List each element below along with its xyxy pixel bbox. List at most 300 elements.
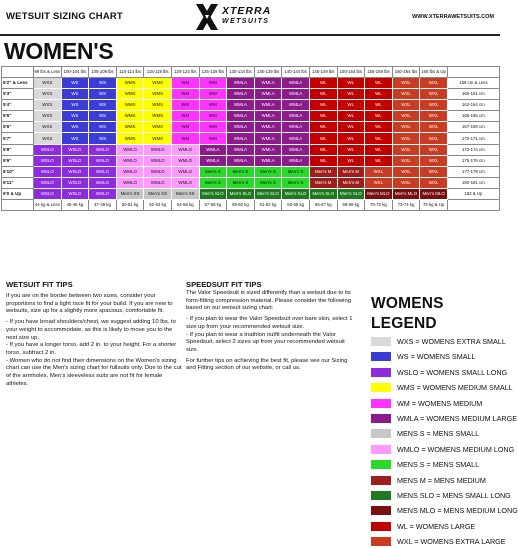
size-cell: WXL: [420, 177, 448, 188]
legend-item: [362, 380, 513, 395]
weight-lbs-label: 140-144 lbs: [282, 67, 310, 78]
legend-swatch: [371, 460, 391, 469]
height-label: 5'6": [2, 122, 34, 133]
size-cell: WMLO: [116, 177, 144, 188]
weight-kg-label: 54-56 kg: [171, 200, 199, 211]
size-row: [2, 122, 500, 133]
womens-legend: [362, 294, 518, 549]
size-cell: WMLA: [282, 78, 310, 89]
size-cell: WMS: [116, 100, 144, 111]
size-cell: WXS: [34, 133, 62, 144]
size-cell: WMLO: [116, 166, 144, 177]
size-cell: WL: [309, 155, 337, 166]
size-cell: WMLA: [254, 144, 282, 155]
size-cell: WSLO: [34, 155, 62, 166]
size-cell: WL: [337, 122, 365, 133]
weight-lbs-header-row: [2, 67, 500, 78]
size-cell: WL: [337, 89, 365, 100]
size-cell: WM: [171, 111, 199, 122]
size-cell: WL: [309, 100, 337, 111]
height-cm-label: 180-181 cm: [447, 177, 499, 188]
speedsuit-fit-tips: [186, 280, 358, 373]
sizing-table: [1, 66, 500, 211]
size-cell: WL: [365, 155, 393, 166]
size-cell: Men's MLO: [420, 188, 448, 199]
legend-swatch: [371, 368, 391, 377]
size-cell: Men's SLO: [282, 188, 310, 199]
height-label: 5'3": [2, 89, 34, 100]
legend-item: [362, 334, 506, 349]
size-cell: Men's S: [282, 166, 310, 177]
size-cell: WMS: [144, 100, 172, 111]
size-cell: WL: [365, 78, 393, 89]
legend-item: [362, 488, 511, 503]
size-cell: WL: [365, 100, 393, 111]
brand-name: XTERRA: [222, 5, 272, 17]
size-cell: WS: [61, 78, 89, 89]
size-row: [2, 177, 500, 188]
size-cell: WM: [171, 122, 199, 133]
legend-swatch: [371, 476, 391, 485]
size-row: [2, 155, 500, 166]
size-cell: WL: [365, 111, 393, 122]
size-cell: Men's S: [282, 177, 310, 188]
weight-kg-label: 61-62 kg: [254, 200, 282, 211]
size-cell: WS: [61, 89, 89, 100]
size-cell: WMLO: [144, 166, 172, 177]
height-label: 5'8": [2, 144, 34, 155]
size-cell: WL: [365, 89, 393, 100]
brand-subtitle: WETSUITS: [222, 18, 270, 25]
legend-item: [362, 396, 498, 411]
size-cell: Men's S: [227, 166, 255, 177]
size-cell: WS: [61, 100, 89, 111]
weight-kg-label: 63-65 kg: [282, 200, 310, 211]
weight-lbs-label: 120-124 lbs: [171, 67, 199, 78]
size-cell: WMLA: [254, 89, 282, 100]
size-cell: WMLA: [254, 100, 282, 111]
size-cell: WL: [309, 78, 337, 89]
legend-label: WM = WOMENS MEDIUM: [397, 398, 483, 408]
size-cell: WMLA: [227, 100, 255, 111]
weight-lbs-label: 135-139 lbs: [254, 67, 282, 78]
size-cell: WMLA: [282, 89, 310, 100]
speedsuit-tips-paragraph: For further tips on achieving the best fit, please see our Sizing and Fitting section of our website, or call us.: [186, 357, 348, 372]
size-cell: WXL: [420, 78, 448, 89]
size-cell: WMLO: [116, 144, 144, 155]
size-cell: WMLA: [282, 144, 310, 155]
size-cell: WXL: [420, 133, 448, 144]
size-row: [2, 166, 500, 177]
size-cell: WMLA: [282, 122, 310, 133]
size-cell: WL: [309, 133, 337, 144]
size-cell: WSLO: [34, 188, 62, 199]
size-cell: WXS: [34, 122, 62, 133]
weight-kg-label: 47-49 kg: [89, 200, 117, 211]
legend-label: MENS MLO = MENS MEDIUM LONG: [397, 506, 518, 516]
size-cell: WSLO: [89, 144, 117, 155]
size-cell: WM: [171, 89, 199, 100]
weight-kg-label: 75 kg & Up: [420, 200, 448, 211]
brand-logo: [196, 4, 306, 30]
weight-kg-label: 45-46 kg: [61, 200, 89, 211]
size-cell: WMLO: [171, 144, 199, 155]
legend-label: WMS = WOMENS MEDIUM SMALL: [397, 383, 513, 393]
size-cell: WXS: [34, 100, 62, 111]
legend-swatch: [371, 337, 391, 346]
size-cell: Men's XS: [171, 188, 199, 199]
height-label: 5'7": [2, 133, 34, 144]
size-cell: WXL: [420, 111, 448, 122]
size-cell: WMLA: [227, 111, 255, 122]
legend-swatch: [371, 537, 391, 546]
weight-lbs-label: 115-119 lbs: [144, 67, 172, 78]
size-cell: WS: [61, 111, 89, 122]
legend-swatch: [371, 414, 391, 423]
legend-item: [362, 457, 498, 472]
size-cell: WSLO: [89, 177, 117, 188]
size-cell: WSLO: [61, 166, 89, 177]
weight-lbs-label: 125-129 lbs: [199, 67, 227, 78]
weight-kg-label: 44 kg & Less: [34, 200, 62, 211]
fit-tips-paragraph: - Women who do not find their dimensions on the Women's sizing chart can use the Men's sizing chart for fullsuits only. Due to the cut of the armholes, Men's sleeveless suits are not fit for female athletes.: [6, 357, 182, 387]
speedsuit-tips-paragraph: The Valor Speedsuit is sized differently than a wetsuit due to its form-fitting compression material. Please consider the following based on our wetsuit sizing chart:: [186, 290, 352, 312]
legend-item: [362, 473, 498, 488]
legend-label: WMLA = WOMENS MEDIUM LARGE: [397, 413, 518, 423]
fit-tips-paragraph: - If you have broad shoulders/chest, we suggest adding 10 lbs. to your weight to accommodate, as this is likely to move you to the next size up.: [6, 319, 176, 341]
size-cell: WMLA: [227, 133, 255, 144]
size-cell: WL: [309, 122, 337, 133]
size-cell: WXS: [34, 89, 62, 100]
size-cell: WL: [337, 155, 365, 166]
size-cell: WS: [89, 78, 117, 89]
size-cell: WSLO: [61, 144, 89, 155]
size-cell: Men's M: [309, 177, 337, 188]
height-cm-label: 172-174 cm: [447, 144, 499, 155]
header: [0, 0, 500, 34]
size-cell: WMS: [144, 78, 172, 89]
size-cell: WM: [199, 100, 227, 111]
size-cell: WMLO: [144, 144, 172, 155]
weight-lbs-label: 99 lbs & Less: [34, 67, 62, 78]
size-cell: WXL: [420, 144, 448, 155]
height-label: 6'0 & Up: [2, 188, 34, 199]
legend-swatch: [371, 522, 391, 531]
website-url[interactable]: WWW.XTERRAWETSUITS.COM: [412, 14, 494, 20]
weight-kg-label: 68-69 kg: [337, 200, 365, 211]
size-cell: Men's MLO: [392, 188, 420, 199]
size-cell: WM: [199, 133, 227, 144]
height-cm-label: 170-171 cm: [447, 133, 499, 144]
size-row: [2, 144, 500, 155]
size-cell: WXL: [392, 166, 420, 177]
size-cell: WXS: [34, 78, 62, 89]
size-cell: WMS: [116, 78, 144, 89]
size-cell: WM: [171, 78, 199, 89]
size-row: [2, 188, 500, 199]
size-cell: WMLO: [171, 166, 199, 177]
size-cell: WMLA: [227, 144, 255, 155]
size-cell: Men's M: [309, 166, 337, 177]
size-cell: WXL: [392, 122, 420, 133]
size-cell: Men's SLO: [309, 188, 337, 199]
height-cm-label: 167-169 cm: [447, 122, 499, 133]
size-cell: WMLO: [171, 155, 199, 166]
size-cell: WMS: [144, 89, 172, 100]
size-cell: Men's M: [337, 177, 365, 188]
size-cell: WL: [337, 133, 365, 144]
size-cell: WMLA: [254, 155, 282, 166]
size-cell: WXL: [392, 155, 420, 166]
legend-label: WXS = WOMENS EXTRA SMALL: [397, 337, 506, 346]
size-cell: WL: [309, 111, 337, 122]
legend-item: [362, 411, 518, 426]
size-cell: WSLO: [34, 166, 62, 177]
size-cell: WXL: [365, 166, 393, 177]
height-cm-label: 175-176 cm: [447, 155, 499, 166]
size-cell: WXL: [420, 89, 448, 100]
legend-item: [362, 503, 518, 518]
size-cell: WMLA: [282, 100, 310, 111]
size-cell: WMLA: [282, 133, 310, 144]
legend-label: WL = WOMENS LARGE: [397, 521, 476, 531]
size-cell: WSLO: [34, 177, 62, 188]
weight-lbs-label: 160-164 lbs: [392, 67, 420, 78]
weight-kg-label: 57-58 kg: [199, 200, 227, 211]
legend-label: MENS S = MENS SMALL: [397, 460, 480, 470]
weight-lbs-label: 105-109 lbs: [89, 67, 117, 78]
size-cell: WSLO: [61, 155, 89, 166]
size-cell: Men's S: [199, 166, 227, 177]
size-cell: WSLO: [89, 155, 117, 166]
size-cell: WMS: [116, 111, 144, 122]
size-cell: WMS: [116, 89, 144, 100]
size-cell: WMLO: [116, 155, 144, 166]
size-cell: WMLA: [254, 78, 282, 89]
height-label: 5'2" & Less: [2, 78, 34, 89]
weight-lbs-label: 155-159 lbs: [365, 67, 393, 78]
size-cell: WMLA: [254, 122, 282, 133]
size-cell: WXL: [392, 89, 420, 100]
weight-kg-label: 52-53 kg: [144, 200, 172, 211]
size-cell: Men's SLO: [227, 188, 255, 199]
height-cm-label: 165-166 cm: [447, 111, 499, 122]
size-cell: WXL: [420, 122, 448, 133]
size-cell: WXS: [34, 111, 62, 122]
size-cell: WMLA: [227, 122, 255, 133]
legend-item: [362, 519, 498, 534]
height-label: 5'5": [2, 111, 34, 122]
size-cell: WS: [89, 133, 117, 144]
legend-label: WS = WOMENS SMALL: [397, 352, 476, 362]
height-cm-label: 177-179 cm: [447, 166, 499, 177]
legend-swatch: [371, 352, 391, 361]
wetsuit-fit-tips: [6, 280, 184, 388]
weight-lbs-label: 145-149 lbs: [309, 67, 337, 78]
size-cell: WXL: [392, 144, 420, 155]
size-cell: WL: [337, 144, 365, 155]
size-cell: WMLA: [254, 133, 282, 144]
size-cell: WS: [89, 100, 117, 111]
weight-kg-label: 73-74 kg: [392, 200, 420, 211]
section-title: WOMEN'S: [4, 38, 114, 64]
size-cell: WS: [61, 133, 89, 144]
size-cell: WMLA: [254, 111, 282, 122]
size-cell: Men's MLO: [365, 188, 393, 199]
legend-swatch: [371, 429, 391, 438]
size-cell: WXL: [420, 100, 448, 111]
footer-corner: [2, 200, 34, 211]
header-divider: [0, 34, 500, 36]
weight-lbs-label: 110-114 lbs: [116, 67, 144, 78]
size-cell: WMLO: [171, 177, 199, 188]
legend-swatch: [371, 383, 391, 392]
legend-swatch: [371, 491, 391, 500]
size-cell: WMS: [144, 111, 172, 122]
size-row: [2, 111, 500, 122]
size-cell: Men's SLO: [254, 188, 282, 199]
size-cell: WSLO: [89, 166, 117, 177]
legend-label: MENS M = MENS MEDIUM: [397, 475, 486, 485]
size-cell: Men's SLO: [199, 188, 227, 199]
legend-label: WMLO = WOMENS MEDIUM LONG: [397, 444, 515, 454]
size-cell: WS: [89, 111, 117, 122]
size-row: [2, 89, 500, 100]
size-cell: WL: [337, 100, 365, 111]
size-cell: WM: [199, 78, 227, 89]
size-cell: WL: [337, 111, 365, 122]
weight-kg-label: 65-67 kg: [309, 200, 337, 211]
weight-kg-label: 70-72 kg: [365, 200, 393, 211]
size-cell: WXL: [365, 177, 393, 188]
size-cell: WMS: [144, 133, 172, 144]
weight-lbs-label: 100-104 lbs: [61, 67, 89, 78]
weight-kg-label: 59-60 kg: [227, 200, 255, 211]
size-cell: WM: [199, 89, 227, 100]
size-cell: WM: [171, 100, 199, 111]
size-cell: WM: [199, 111, 227, 122]
speedsuit-tips-paragraph: - If you plan to wear a triathlon outfit underneath the Valor Speedsuit, select 2 sizes up from your recommended wetsuit size.: [186, 331, 345, 353]
size-row: [2, 78, 500, 89]
brand-x-icon: [196, 4, 218, 30]
legend-swatch: [371, 506, 391, 515]
size-cell: WXL: [392, 177, 420, 188]
height-label: 5'4": [2, 100, 34, 111]
size-cell: WMS: [116, 133, 144, 144]
size-cell: Men's SLO: [337, 188, 365, 199]
size-cell: WMLA: [227, 155, 255, 166]
weight-lbs-label: 130-134 lbs: [227, 67, 255, 78]
legend-swatch: [371, 445, 391, 454]
speedsuit-tips-paragraph: - If you plan to wear the Valor Speedsuit over bare skin, select 1 size up from your recommended wetsuit size.: [186, 316, 353, 330]
size-cell: WSLO: [61, 177, 89, 188]
height-cm-label: 159 cm & Less: [447, 78, 499, 89]
height-label: 5'9": [2, 155, 34, 166]
height-cm-label: 182 & Up: [447, 188, 499, 199]
size-cell: WMS: [116, 122, 144, 133]
size-row: [2, 133, 500, 144]
fit-tips-paragraph: - If you have a longer torso, add 2 in. to your height. For a shorter torso, subtract 2 in.: [6, 342, 177, 356]
size-cell: Men's XS: [144, 188, 172, 199]
size-cell: WXL: [392, 111, 420, 122]
height-cm-label: 160-161 cm: [447, 89, 499, 100]
footer-corner: [447, 200, 499, 211]
size-cell: WMLO: [144, 155, 172, 166]
size-cell: WXL: [392, 133, 420, 144]
legend-list: [362, 334, 518, 549]
legend-label: MENS S = MENS SMALL: [397, 429, 480, 439]
height-cm-label: 162-164 cm: [447, 100, 499, 111]
size-cell: WSLO: [34, 144, 62, 155]
header-corner: [2, 67, 34, 78]
size-cell: WL: [365, 144, 393, 155]
speedsuit-tips-title: SPEEDSUIT FIT TIPS: [186, 280, 262, 289]
weight-kg-footer-row: [2, 200, 500, 211]
size-cell: Men's S: [199, 177, 227, 188]
size-cell: WMLA: [199, 155, 227, 166]
size-cell: WMLA: [282, 111, 310, 122]
size-cell: WS: [89, 122, 117, 133]
legend-swatch: [371, 399, 391, 408]
chart-title: WETSUIT SIZING CHART: [6, 11, 123, 22]
height-label: 5'11": [2, 177, 34, 188]
size-cell: WMLA: [227, 89, 255, 100]
legend-item: [362, 534, 506, 549]
height-label: 5'10": [2, 166, 34, 177]
legend-label: WSLO = WOMENS SMALL LONG: [397, 367, 508, 377]
weight-lbs-label: 150-154 lbs: [337, 67, 365, 78]
size-row: [2, 100, 500, 111]
size-cell: WM: [171, 133, 199, 144]
size-cell: WS: [89, 89, 117, 100]
size-cell: WMLA: [227, 78, 255, 89]
fit-tips-paragraph: If you are on the border between two sizes, consider your proportions to find a tight race fit for your build. If you are new to wetsuits, size up for a slightly more spacious, comfortable fit.: [6, 293, 173, 315]
header-corner: [447, 67, 499, 78]
size-cell: WM: [199, 122, 227, 133]
legend-title: WOMENS LEGEND: [371, 295, 444, 332]
legend-item: [362, 442, 515, 457]
size-cell: WL: [337, 78, 365, 89]
size-cell: WL: [309, 144, 337, 155]
weight-lbs-label: 165 lbs & Up: [420, 67, 448, 78]
size-cell: Men's S: [254, 166, 282, 177]
size-cell: WMLA: [199, 144, 227, 155]
size-cell: WL: [365, 122, 393, 133]
size-cell: WXL: [420, 155, 448, 166]
legend-item: [362, 365, 508, 380]
size-cell: WXL: [420, 166, 448, 177]
size-cell: WMS: [144, 122, 172, 133]
size-cell: WSLO: [89, 188, 117, 199]
legend-label: MENS SLO = MENS SMALL LONG: [397, 490, 511, 500]
size-cell: WMLA: [282, 155, 310, 166]
fit-tips-title: WETSUIT FIT TIPS: [6, 280, 73, 289]
size-cell: WMLO: [144, 177, 172, 188]
size-cell: Men's XS: [116, 188, 144, 199]
size-cell: Men's M: [337, 166, 365, 177]
size-cell: WSLO: [61, 188, 89, 199]
size-cell: WL: [365, 133, 393, 144]
legend-item: [362, 349, 498, 364]
size-cell: WXL: [392, 100, 420, 111]
size-cell: WL: [309, 89, 337, 100]
size-cell: Men's S: [227, 177, 255, 188]
legend-label: WXL = WOMENS EXTRA LARGE: [397, 537, 506, 547]
size-cell: WXL: [392, 78, 420, 89]
size-cell: Men's S: [254, 177, 282, 188]
weight-kg-label: 50-51 kg: [116, 200, 144, 211]
legend-item: [362, 426, 498, 441]
